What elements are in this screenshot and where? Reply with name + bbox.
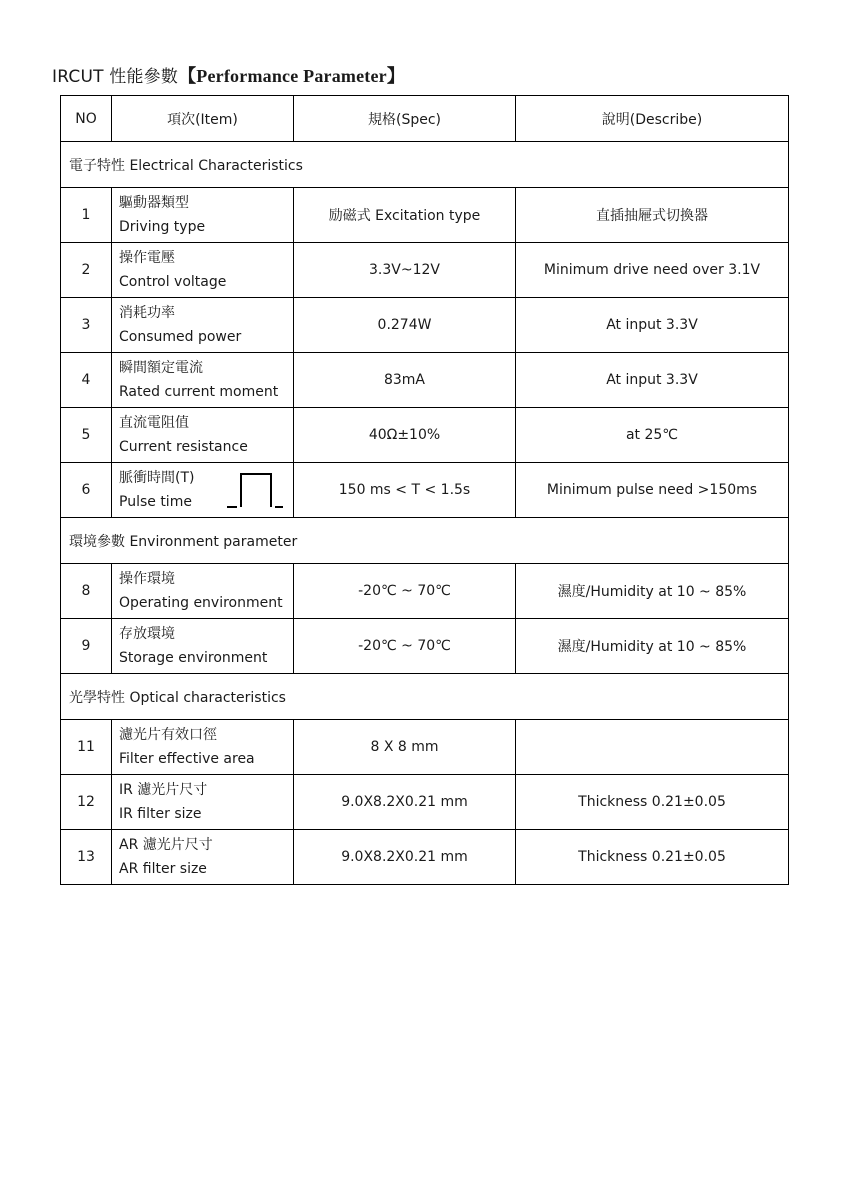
row-describe: Minimum pulse need >150ms (516, 463, 789, 518)
row-describe: At input 3.3V (516, 298, 789, 353)
table-row (61, 408, 789, 463)
header-describe: 說明(Describe) (516, 96, 789, 142)
performance-parameter-table (60, 95, 789, 885)
row-item (112, 188, 294, 243)
row-number: 11 (61, 720, 112, 775)
item-text (119, 411, 293, 459)
row-number: 9 (61, 619, 112, 674)
header-no: NO (61, 96, 112, 142)
row-describe: 濕度/Humidity at 10 ~ 85% (516, 619, 789, 674)
table-row (61, 298, 789, 353)
row-spec: 0.274W (294, 298, 516, 353)
row-describe: Thickness 0.21±0.05 (516, 830, 789, 885)
item-label-chinese: 瞬間額定電流 (119, 360, 203, 376)
table-row (61, 720, 789, 775)
row-item (112, 564, 294, 619)
section-label: 光學特性 Optical characteristics (61, 674, 789, 720)
item-text (119, 191, 293, 239)
item-text (119, 567, 293, 615)
row-item (112, 720, 294, 775)
section-row (61, 142, 789, 188)
item-label-chinese: 濾光片有效口徑 (119, 727, 217, 743)
row-spec: -20℃ ~ 70℃ (294, 619, 516, 674)
row-item (112, 408, 294, 463)
row-spec: 3.3V~12V (294, 243, 516, 298)
row-spec: 9.0X8.2X0.21 mm (294, 775, 516, 830)
item-label-english: Storage environment (119, 650, 268, 666)
item-label-chinese: 脈衝時間(T) (119, 470, 195, 486)
row-number: 6 (61, 463, 112, 518)
table-row (61, 188, 789, 243)
table-row (61, 463, 789, 518)
item-text (119, 622, 293, 670)
item-label-chinese: 操作電壓 (119, 250, 175, 266)
row-number: 12 (61, 775, 112, 830)
item-label-chinese: IR 濾光片尺寸 (119, 782, 208, 798)
row-spec: 150 ms < T < 1.5s (294, 463, 516, 518)
page-title (52, 62, 405, 88)
row-describe: Minimum drive need over 3.1V (516, 243, 789, 298)
item-label-chinese: 存放環境 (119, 626, 175, 642)
item-text (119, 301, 293, 349)
table-row (61, 619, 789, 674)
row-number: 2 (61, 243, 112, 298)
item-text (119, 356, 293, 404)
row-item (112, 619, 294, 674)
row-item (112, 298, 294, 353)
row-number: 1 (61, 188, 112, 243)
item-label-english: Control voltage (119, 274, 227, 290)
row-item (112, 463, 294, 518)
row-spec: 40Ω±10% (294, 408, 516, 463)
item-text (119, 466, 293, 514)
item-label-english: Operating environment (119, 595, 283, 611)
section-label: 環境參數 Environment parameter (61, 518, 789, 564)
row-number: 13 (61, 830, 112, 885)
row-describe: 直插抽屜式切換器 (516, 188, 789, 243)
pulse-waveform-icon (225, 472, 285, 512)
table-row (61, 564, 789, 619)
item-label-english: AR filter size (119, 861, 207, 877)
row-spec: 励磁式 Excitation type (294, 188, 516, 243)
table-row (61, 775, 789, 830)
row-describe: Thickness 0.21±0.05 (516, 775, 789, 830)
item-text (119, 833, 293, 881)
row-describe: 濕度/Humidity at 10 ~ 85% (516, 564, 789, 619)
item-text (119, 723, 293, 771)
row-describe (516, 720, 789, 775)
header-spec: 規格(Spec) (294, 96, 516, 142)
row-item (112, 775, 294, 830)
item-label-english: Rated current moment (119, 384, 279, 400)
header-item: 項次(Item) (112, 96, 294, 142)
item-label-chinese: 操作環境 (119, 571, 175, 587)
row-number: 4 (61, 353, 112, 408)
table-row (61, 243, 789, 298)
item-text (119, 778, 293, 826)
item-label-english: Filter effective area (119, 751, 255, 767)
section-label: 電子特性 Electrical Characteristics (61, 142, 789, 188)
section-row (61, 674, 789, 720)
table-row (61, 830, 789, 885)
row-item (112, 353, 294, 408)
item-label-chinese: 直流電阻值 (119, 415, 189, 431)
item-label-chinese: 消耗功率 (119, 305, 175, 321)
item-label-chinese: 驅動器類型 (119, 195, 189, 211)
row-spec: 83mA (294, 353, 516, 408)
row-spec: -20℃ ~ 70℃ (294, 564, 516, 619)
item-label-chinese: AR 濾光片尺寸 (119, 837, 213, 853)
section-row (61, 518, 789, 564)
item-label-english: Pulse time (119, 494, 192, 510)
row-spec: 9.0X8.2X0.21 mm (294, 830, 516, 885)
row-number: 3 (61, 298, 112, 353)
item-label-english: Current resistance (119, 439, 248, 455)
row-number: 5 (61, 408, 112, 463)
row-number: 8 (61, 564, 112, 619)
item-label-english: IR filter size (119, 806, 202, 822)
item-label-english: Consumed power (119, 329, 242, 345)
row-item (112, 830, 294, 885)
row-describe: at 25℃ (516, 408, 789, 463)
table-header-row (61, 96, 789, 142)
row-describe: At input 3.3V (516, 353, 789, 408)
item-label-english: Driving type (119, 219, 206, 235)
item-text (119, 246, 293, 294)
row-item (112, 243, 294, 298)
title-emphasis: 【Performance Parameter】 (178, 66, 406, 86)
table-row (61, 353, 789, 408)
title-prefix: IRCUT 性能參數 (52, 67, 179, 87)
row-spec: 8 X 8 mm (294, 720, 516, 775)
table-body (61, 96, 789, 885)
